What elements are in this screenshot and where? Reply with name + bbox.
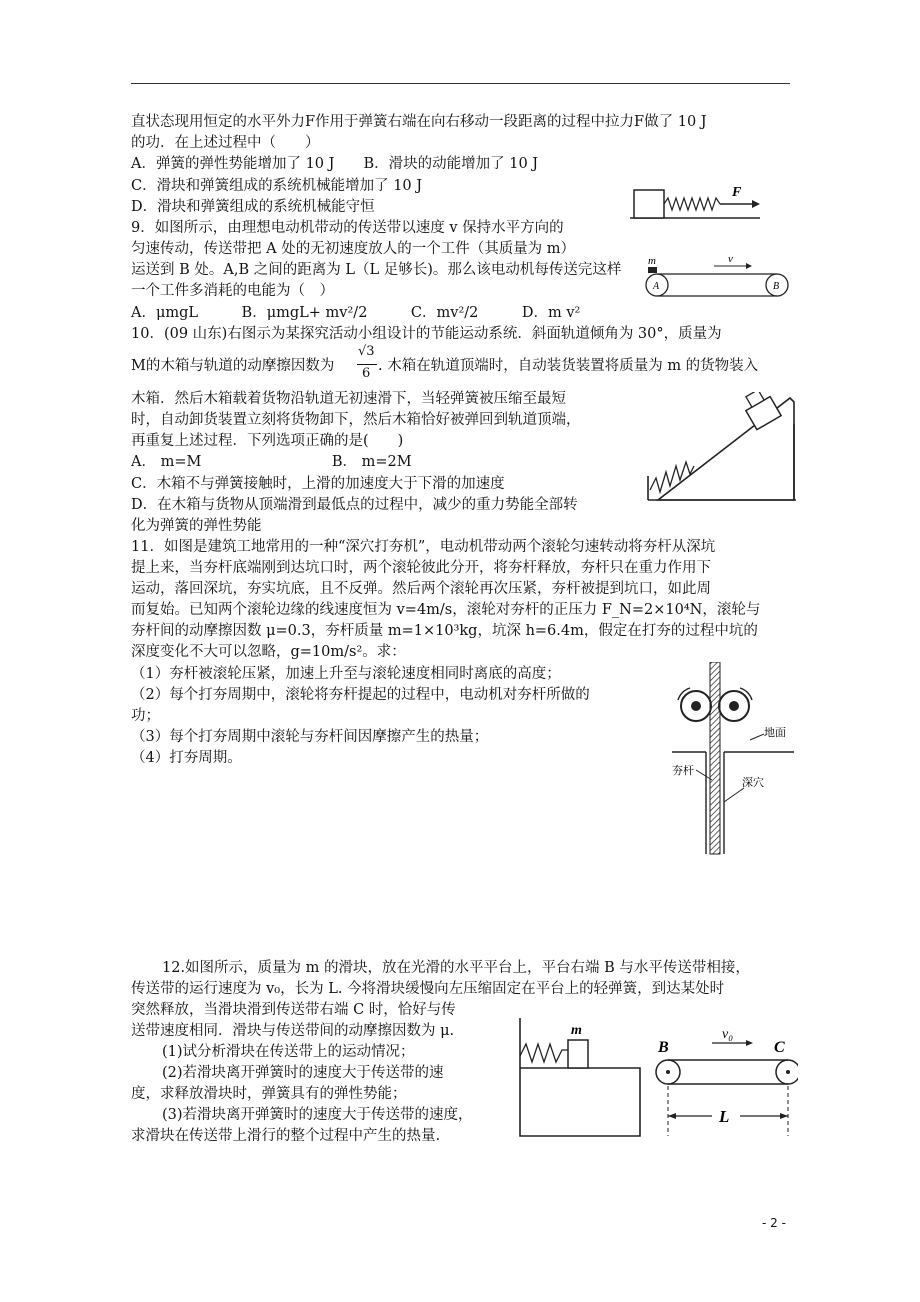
q10-line-4: 时，自动卸货装置立刻将货物卸下，然后木箱恰好被弹回到轨道顶端， (131, 412, 581, 428)
q12-line-2: 传送带的运行速度为 v₀，长为 L. 今将滑块缓慢向左压缩固定在平台上的轻弹簧，到达某处时 (131, 981, 725, 997)
q9-options: A．μmgL B．μmgL+ mv²/2 C．mv²/2 D．m v² (131, 305, 581, 321)
q11-sub-2b: 功； (131, 708, 160, 724)
q8-force-label: F (732, 185, 742, 200)
q12-velocity-label: v₀ (722, 1027, 734, 1042)
q9-line-2: 匀速传动，传送带把 A 处的无初速度放人的一个工件（其质量为 m） (131, 241, 576, 257)
q12-mass-label: m (571, 1023, 582, 1038)
q11-sub-4: （4）打夯周期。 (131, 750, 242, 766)
q10-line-2a: M的木箱与轨道的动摩擦因数为 (131, 358, 335, 374)
q12-sub-2a: (2)若滑块离开弹簧时的速度大于传送带的速 (162, 1065, 444, 1081)
q12-sub-1: (1)试分析滑块在传送带上的运动情况； (162, 1044, 415, 1060)
q12-line-4: 送带速度相同．滑块与传送带间的动摩擦因数为 μ. (131, 1023, 455, 1039)
q10-option-ab: A． m=M B． m=2M (131, 454, 412, 470)
header-rule (131, 83, 790, 84)
q10-line-3: 木箱．然后木箱载着货物沿轨道无初速滑下，当轻弹簧被压缩至最短 (131, 391, 566, 407)
q12-line-1: 12.如图所示，质量为 m 的滑块，放在光滑的水平平台上，平台右端 B 与水平传送带相接， (162, 960, 750, 976)
q10-option-d-1: D．在木箱与货物从顶端滑到最低点的过程中，减少的重力势能全部转 (131, 497, 578, 513)
q8-option-d: D．滑块和弹簧组成的系统机械能守恒 (131, 199, 375, 215)
q10-line-1: 10．(09 山东)右图示为某探究活动小组设计的节能运动系统．斜面轨道倾角为 30°，质量为 (131, 326, 722, 342)
q11-sub-3: （3）每个打夯周期中滚轮与夯杆间因摩擦产生的热量； (131, 729, 489, 745)
q11-line-4: 而复始。已知两个滚轮边缘的线速度恒为 v=4m/s，滚轮对夯杆的正压力 F_N=2×10⁴N，滚轮与 (131, 602, 761, 618)
q12-point-c-label: C (774, 1039, 785, 1056)
q9-velocity-label: v (728, 253, 733, 265)
q8-option-c: C．滑块和弹簧组成的系统机械能增加了 10 J (131, 178, 423, 194)
q11-ground-label: 地面 (764, 726, 786, 739)
q12-platform-conveyor-figure (516, 1016, 798, 1140)
q8-line-2: 的功．在上述过程中（ ） (131, 135, 320, 151)
page-number: - 2 - (762, 1216, 786, 1230)
q10-fraction-numerator: √3 (358, 344, 375, 359)
q11-line-1: 11．如图是建筑工地常用的一种“深穴打夯机”，电动机带动两个滚轮匀速转动将夯杆从深坑 (131, 539, 716, 555)
q8-spring-block-figure (628, 170, 763, 222)
q9-point-a-label: A (653, 281, 660, 292)
q9-line-4: 一个工件多消耗的电能为（ ） (131, 283, 334, 299)
q8-option-ab: A．弹簧的弹性势能增加了 10 J B．滑块的动能增加了 10 J (131, 156, 539, 172)
q10-line-2b: . 木箱在轨道顶端时，自动装货装置将质量为 m 的货物装入 (378, 358, 759, 374)
q10-option-d-2: 化为弹簧的弹性势能 (131, 518, 262, 534)
q10-incline-figure (644, 392, 796, 508)
q12-sub-2b: 度，求释放滑块时，弹簧具有的弹性势能； (131, 1086, 407, 1102)
q11-rod-label: 夯杆 (672, 764, 694, 777)
q11-line-6: 深度变化不大可以忽略，g=10m/s²。求： (131, 644, 406, 660)
q11-hole-label: 深穴 (742, 776, 764, 789)
q9-mass-label: m (648, 255, 656, 267)
q9-point-b-label: B (773, 281, 780, 292)
q9-conveyor-figure (642, 250, 794, 300)
q12-sub-3a: (3)若滑块离开弹簧时的速度大于传送带的速度， (162, 1107, 473, 1123)
q12-point-b-label: B (658, 1039, 669, 1056)
q9-line-3: 运送到 B 处。A,B 之间的距离为 L（L 足够长)。那么该电动机每传送完这样 (131, 262, 622, 278)
q11-sub-2a: （2）每个打夯周期中，滚轮将夯杆提起的过程中，电动机对夯杆所做的 (131, 687, 590, 703)
q10-line-5: 再重复上述过程．下列选项正确的是( ) (131, 433, 404, 449)
q11-line-3: 运动，落回深坑，夯实坑底，且不反弹。然后两个滚轮再次压紧，夯杆被提到坑口，如此周 (131, 581, 711, 597)
q10-fraction (357, 344, 377, 386)
q12-length-label: L (719, 1107, 730, 1126)
q10-fraction-denominator: 6 (362, 366, 371, 381)
q11-tamper-figure (672, 662, 798, 858)
q12-line-3: 突然释放，当滑块滑到传送带右端 C 时，恰好与传 (131, 1002, 456, 1018)
q10-option-c: C．木箱不与弹簧接触时，上滑的加速度大于下滑的加速度 (131, 476, 505, 492)
q11-sub-1: （1）夯杆被滚轮压紧，加速上升至与滚轮速度相同时离底的高度； (131, 666, 561, 682)
q9-line-1: 9．如图所示，由理想电动机带动的传送带以速度 v 保持水平方向的 (131, 220, 564, 236)
q11-line-5: 夯杆间的动摩擦因数 μ=0.3，夯杆质量 m=1×10³kg，坑深 h=6.4m，假定在打夯的过程中坑的 (131, 623, 758, 639)
q11-line-2: 提上来，当夯杆底端刚到达坑口时，两个滚轮彼此分开，将夯杆释放，夯杆只在重力作用下 (131, 560, 711, 576)
q12-sub-3b: 求滑块在传送带上滑行的整个过程中产生的热量. (131, 1128, 441, 1144)
q8-line-1: 直状态现用恒定的水平外力F作用于弹簧右端在向右移动一段距离的过程中拉力F做了 10 J (131, 114, 707, 130)
